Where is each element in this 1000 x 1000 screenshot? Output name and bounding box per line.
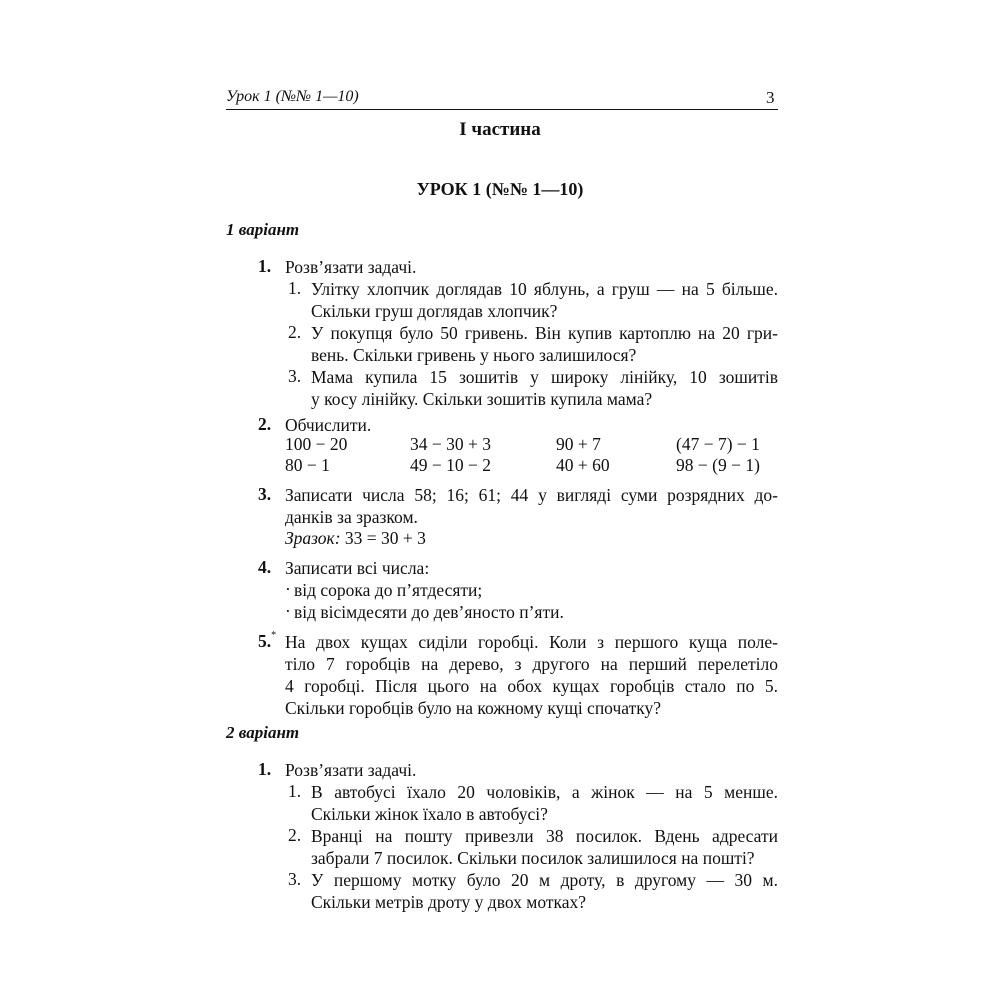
task-text: Розв’язати задачі.	[285, 257, 417, 277]
task-number: 1.	[258, 256, 272, 276]
subtask-number: 1.	[288, 278, 302, 298]
lesson-title: УРОК 1 (№№ 1—10)	[416, 179, 584, 199]
calc-expression: 49 − 10 − 2	[410, 455, 491, 475]
running-header: Урок 1 (№№ 1—10)	[226, 88, 359, 105]
subtask-line: Скільки груш доглядав хлопчик?	[311, 301, 558, 321]
variant-1-title: 1 варіант	[226, 220, 300, 239]
task-number: 1.	[258, 759, 272, 779]
subtask-line: забрали 7 посилок. Скільки посилок залишилося на пошті?	[311, 848, 755, 868]
task-number: 4.	[258, 557, 272, 577]
variant-2-title: 2 варіант	[226, 723, 300, 742]
task-text-line: Записати числа 58; 16; 61; 44 у вигляді суми розрядних до-	[285, 485, 778, 505]
task-number: 3.	[258, 484, 272, 504]
calc-expression: 100 − 20	[285, 434, 348, 454]
subtask-line: Вранці на пошту привезли 38 посилок. Вдень адресати	[311, 826, 778, 846]
task-text-line: 4 горобці. Після цього на обох кущах горобців стало по 5.	[285, 676, 778, 696]
subtask-line: Мама купила 15 зошитів у широку лінійку, 10 зошитів	[311, 367, 778, 387]
task-text: Записати всі числа:	[285, 558, 430, 578]
bullet-mark: ·	[285, 579, 291, 599]
subtask-number: 1.	[288, 781, 302, 801]
subtask-number: 2.	[288, 322, 302, 342]
difficulty-star: *	[271, 630, 277, 642]
subtask-line: У покупця було 50 гривень. Він купив картоплю на 20 гри-	[311, 323, 778, 343]
subtask-line: Улітку хлопчик доглядав 10 яблунь, а груш — на 5 більше.	[311, 279, 778, 299]
subtask-line: у косу лінійку. Скільки зошитів купила мама?	[311, 389, 653, 409]
task-number	[258, 631, 276, 652]
sample-line	[285, 527, 778, 549]
task-text: Обчислити.	[285, 415, 372, 435]
task-text-line: данків за зразком.	[285, 507, 418, 527]
bullet-mark: ·	[285, 601, 291, 621]
part-title: I частина	[459, 119, 541, 140]
task-number-value: 5.	[258, 631, 272, 651]
subtask-number: 3.	[288, 869, 302, 889]
calc-expression: 34 − 30 + 3	[410, 434, 491, 454]
subtask-line: вень. Скільки гривень у нього залишилося?	[311, 345, 637, 365]
task-text-line: Скільки горобців було на кожному кущі спочатку?	[285, 698, 662, 718]
page-number: 3	[766, 88, 775, 107]
task-number: 2.	[258, 414, 272, 434]
subtask-number: 2.	[288, 825, 302, 845]
subtask-line: Скільки жінок їхало в автобусі?	[311, 804, 548, 824]
subtask-line: В автобусі їхало 20 чоловіків, а жінок — на 5 менше.	[311, 782, 778, 802]
task-text-line: тіло 7 горобців на дерево, з другого на перший перелетіло	[285, 654, 778, 674]
bullet-text: від сорока до п’ятдесяти;	[294, 580, 483, 600]
calc-expression: 40 + 60	[556, 455, 610, 475]
calc-expression: (47 − 7) − 1	[676, 434, 760, 454]
task-text-line: На двох кущах сиділи горобці. Коли з першого куща поле-	[285, 632, 778, 652]
bullet-text: від вісімдесяти до дев’яносто п’яти.	[294, 602, 564, 622]
subtask-number: 3.	[288, 366, 302, 386]
calc-expression: 90 + 7	[556, 434, 601, 454]
subtask-line: Скільки метрів дроту у двох мотках?	[311, 892, 587, 912]
calc-expression: 80 − 1	[285, 455, 330, 475]
task-text: Розв’язати задачі.	[285, 760, 417, 780]
sample-expression: 33 = 30 + 3	[340, 528, 426, 548]
header-divider	[226, 109, 778, 110]
subtask-line: У першому мотку було 20 м дроту, в другому — 30 м.	[311, 870, 778, 890]
sample-label: Зразок:	[285, 528, 341, 548]
calc-expression: 98 − (9 − 1)	[676, 455, 760, 475]
